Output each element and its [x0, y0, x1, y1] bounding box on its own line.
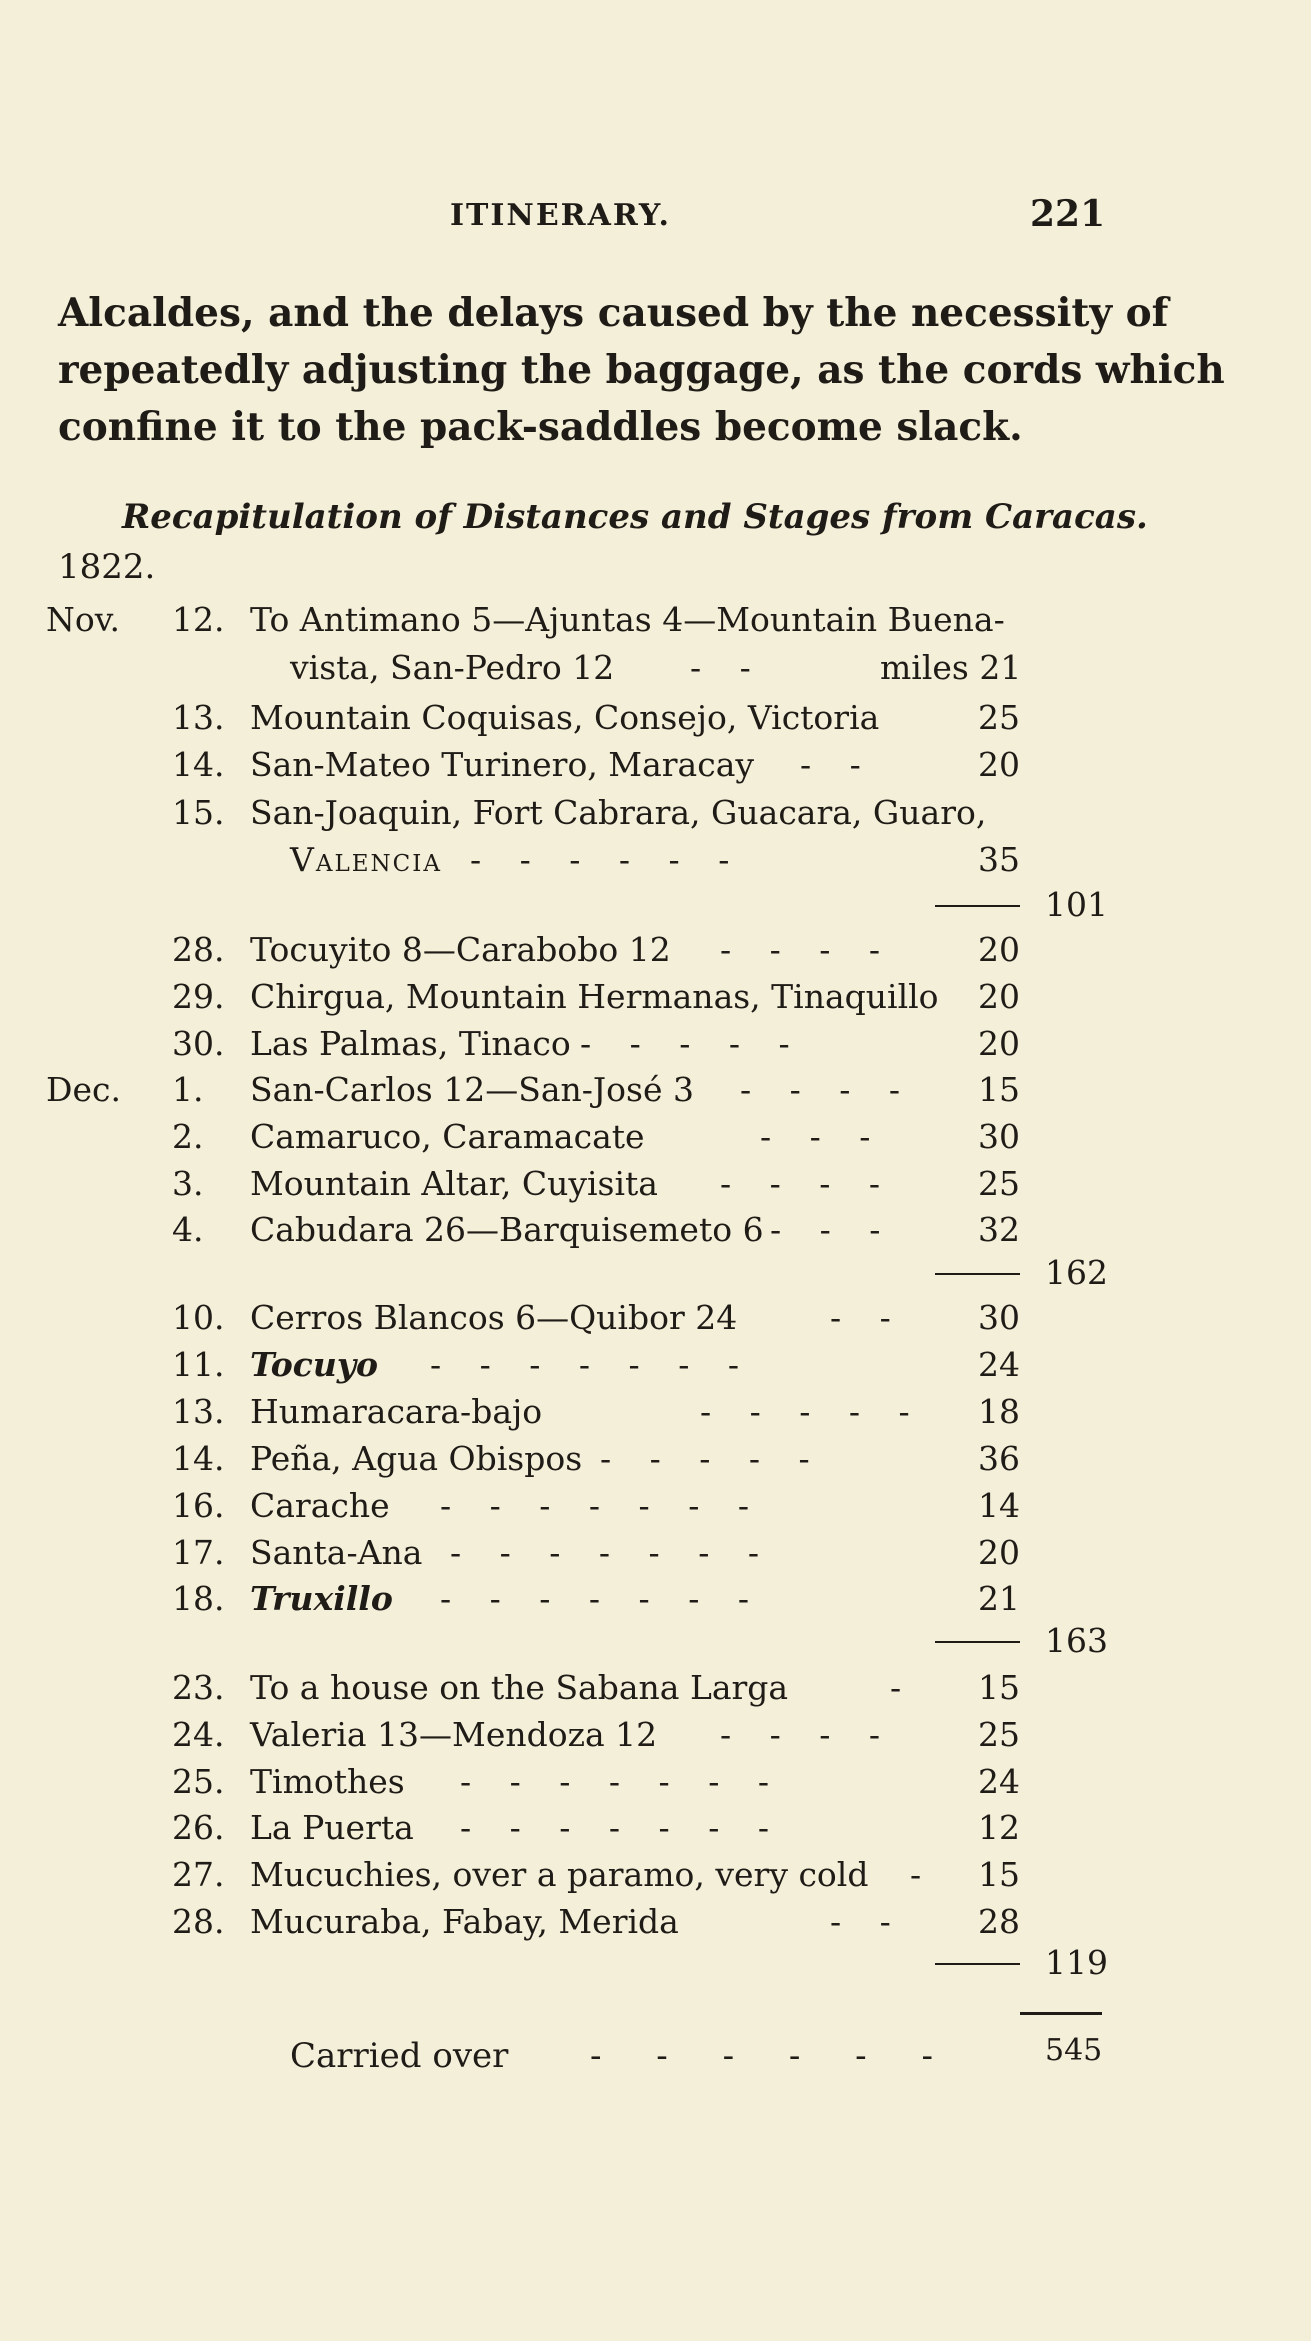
- subtotal-rule-2: [935, 1273, 1020, 1275]
- entry-description: To a house on the Sabana Larga: [250, 1668, 789, 1707]
- entry-day: 23.: [172, 1668, 225, 1707]
- table-row: [0, 1298, 1311, 1343]
- recap-title: Recapitulation of Distances and Stages from Caracas.: [122, 497, 1148, 537]
- entry-description: Las Palmas, Tinaco: [250, 1024, 571, 1063]
- table-row: [0, 977, 1311, 1022]
- grand-total-rule: [1020, 2012, 1102, 2015]
- table-row: [0, 840, 1311, 885]
- entry-miles: 36: [978, 1439, 1020, 1478]
- entry-miles: 30: [978, 1117, 1020, 1156]
- table-row: [0, 1715, 1311, 1760]
- table-row: [0, 793, 1311, 838]
- entry-miles: 25: [978, 1715, 1020, 1754]
- table-row: [0, 1439, 1311, 1484]
- subtotal-4: 119: [1045, 1943, 1108, 1982]
- entry-day: 26.: [172, 1808, 225, 1847]
- entry-miles: 14: [978, 1486, 1020, 1525]
- table-row: [0, 1762, 1311, 1807]
- entry-dashes: - - -: [770, 1210, 895, 1249]
- subtotal-rule-3: [935, 1641, 1020, 1643]
- entry-miles: 28: [978, 1902, 1020, 1941]
- entry-dashes: - - - - - - -: [430, 1345, 753, 1384]
- entry-description: Mucuraba, Fabay, Merida: [250, 1902, 679, 1941]
- entry-description: Mucuchies, over a paramo, very cold: [250, 1855, 869, 1894]
- entry-dashes: - -: [690, 648, 765, 687]
- entry-day: 12.: [172, 600, 225, 639]
- entry-dashes: - - -: [760, 1117, 885, 1156]
- table-row: [0, 1579, 1311, 1624]
- running-head: ITINERARY.: [450, 198, 671, 233]
- entry-dashes: - - - - - - -: [460, 1808, 783, 1847]
- entry-description: La Puerta: [250, 1808, 414, 1847]
- table-row: [0, 1210, 1311, 1255]
- entry-miles: 18: [978, 1392, 1020, 1431]
- table-row: [0, 1117, 1311, 1162]
- entry-description: Mountain Altar, Cuyisita: [250, 1164, 658, 1203]
- subtotal-1: 101: [1045, 885, 1108, 924]
- entry-day: 15.: [172, 793, 225, 832]
- table-row: [0, 648, 1311, 693]
- entry-dashes: - - - -: [740, 1070, 915, 1109]
- page-number: 221: [1030, 193, 1106, 235]
- table-row: [0, 930, 1311, 975]
- table-row: [0, 1392, 1311, 1437]
- entry-day: 14.: [172, 1439, 225, 1478]
- grand-total: 545: [1045, 2033, 1103, 2068]
- table-row: [0, 698, 1311, 743]
- entry-day: 16.: [172, 1486, 225, 1525]
- entry-description: Chirgua, Mountain Hermanas, Tinaquillo: [250, 977, 939, 1016]
- entry-description: To Antimano 5—Ajuntas 4—Mountain Buena-: [250, 600, 1005, 639]
- entry-day: 29.: [172, 977, 225, 1016]
- entry-day: 1.: [172, 1070, 204, 1109]
- intro-line-2: repeatedly adjusting the baggage, as the cords which: [58, 347, 1225, 393]
- subtotal-3: 163: [1045, 1621, 1108, 1660]
- table-row: [0, 1855, 1311, 1900]
- entry-description: Truxillo: [250, 1579, 393, 1618]
- table-row: [0, 1164, 1311, 1209]
- entry-description: Mountain Coquisas, Consejo, Victoria: [250, 698, 880, 737]
- entry-dashes: -: [910, 1855, 936, 1894]
- table-row: [0, 1902, 1311, 1947]
- entry-description: Humaracara-bajo: [250, 1392, 543, 1431]
- entry-dashes: - - - -: [720, 1715, 895, 1754]
- entry-miles: 20: [978, 930, 1020, 969]
- entry-month: Dec.: [46, 1070, 121, 1109]
- intro-line-1: Alcaldes, and the delays caused by the necessity of: [58, 290, 1169, 336]
- entry-description: San-Mateo Turinero, Maracay: [250, 745, 755, 784]
- entry-dashes: - - - - - -: [470, 840, 744, 879]
- entry-dashes: -: [890, 1668, 916, 1707]
- table-row: [0, 1486, 1311, 1531]
- entry-dashes: - -: [830, 1298, 905, 1337]
- table-row: [0, 1345, 1311, 1390]
- entry-miles: 25: [978, 698, 1020, 737]
- entry-description: vista, San-Pedro 12: [290, 648, 615, 687]
- entry-miles: 24: [978, 1762, 1020, 1801]
- entry-description: Valencia: [290, 840, 442, 879]
- subtotal-rule-4: [935, 1963, 1020, 1965]
- entry-day: 2.: [172, 1117, 204, 1156]
- entry-day: 11.: [172, 1345, 225, 1384]
- entry-month: Nov.: [46, 600, 120, 639]
- entry-dashes: - - - -: [720, 930, 895, 969]
- entry-dashes: - - - -: [720, 1164, 895, 1203]
- entry-day: 27.: [172, 1855, 225, 1894]
- table-row: [0, 745, 1311, 790]
- entry-miles: miles 21: [880, 648, 1022, 687]
- entry-description: Tocuyo: [250, 1345, 379, 1384]
- table-row: [0, 1070, 1311, 1115]
- entry-day: 4.: [172, 1210, 204, 1249]
- intro-line-3: confine it to the pack-saddles become slack.: [58, 404, 1023, 450]
- entry-miles: 15: [978, 1855, 1020, 1894]
- table-row: [0, 600, 1311, 645]
- entry-miles: 12: [978, 1808, 1020, 1847]
- entry-day: 13.: [172, 698, 225, 737]
- subtotal-2: 162: [1045, 1253, 1108, 1292]
- entry-day: 30.: [172, 1024, 225, 1063]
- entry-day: 3.: [172, 1164, 204, 1203]
- entry-description: Valeria 13—Mendoza 12: [250, 1715, 658, 1754]
- entry-dashes: - - - - - - -: [440, 1486, 763, 1525]
- entry-day: 28.: [172, 930, 225, 969]
- entry-day: 25.: [172, 1762, 225, 1801]
- entry-day: 13.: [172, 1392, 225, 1431]
- entry-miles: 20: [978, 1024, 1020, 1063]
- entry-description: Camaruco, Caramacate: [250, 1117, 645, 1156]
- table-row: [0, 1533, 1311, 1578]
- entry-miles: 25: [978, 1164, 1020, 1203]
- entry-miles: 24: [978, 1345, 1020, 1384]
- entry-dashes: - -: [830, 1902, 905, 1941]
- entry-description: San-Carlos 12—San-José 3: [250, 1070, 694, 1109]
- entry-miles: 15: [978, 1668, 1020, 1707]
- entry-description: Carache: [250, 1486, 390, 1525]
- entry-dashes: - - - - -: [580, 1024, 804, 1063]
- entry-miles: 35: [978, 840, 1020, 879]
- entry-description: Timothes: [250, 1762, 405, 1801]
- entry-day: 17.: [172, 1533, 225, 1572]
- entry-miles: 30: [978, 1298, 1020, 1337]
- entry-miles: 20: [978, 977, 1020, 1016]
- entry-description: San-Joaquin, Fort Cabrara, Guacara, Guaro,: [250, 793, 987, 832]
- table-row: [0, 1668, 1311, 1713]
- entry-dashes: - - - - - - -: [460, 1762, 783, 1801]
- entry-day: 24.: [172, 1715, 225, 1754]
- entry-dashes: - - - - - - -: [440, 1579, 763, 1618]
- carried-over-dashes: - - - - - -: [590, 2036, 955, 2076]
- entry-dashes: - - - - -: [700, 1392, 924, 1431]
- entry-description: Santa-Ana: [250, 1533, 423, 1572]
- entry-day: 28.: [172, 1902, 225, 1941]
- entry-miles: 20: [978, 1533, 1020, 1572]
- entry-day: 14.: [172, 745, 225, 784]
- entry-miles: 21: [978, 1579, 1020, 1618]
- subtotal-rule-1: [935, 905, 1020, 907]
- entry-description: Tocuyito 8—Carabobo 12: [250, 930, 671, 969]
- entry-dashes: - -: [800, 745, 875, 784]
- entry-miles: 32: [978, 1210, 1020, 1249]
- entry-miles: 15: [978, 1070, 1020, 1109]
- entry-day: 10.: [172, 1298, 225, 1337]
- entry-miles: 20: [978, 745, 1020, 784]
- entry-description: Cerros Blancos 6—Quibor 24: [250, 1298, 738, 1337]
- table-row: [0, 1024, 1311, 1069]
- entry-description: Peña, Agua Obispos: [250, 1439, 583, 1478]
- carried-over-label: Carried over: [290, 2036, 509, 2076]
- entry-day: 18.: [172, 1579, 225, 1618]
- entry-dashes: - - - - - - -: [450, 1533, 773, 1572]
- entry-description: Cabudara 26—Barquisemeto 6: [250, 1210, 764, 1249]
- year: 1822.: [58, 547, 156, 587]
- entry-dashes: - - - - -: [600, 1439, 824, 1478]
- table-row: [0, 1808, 1311, 1853]
